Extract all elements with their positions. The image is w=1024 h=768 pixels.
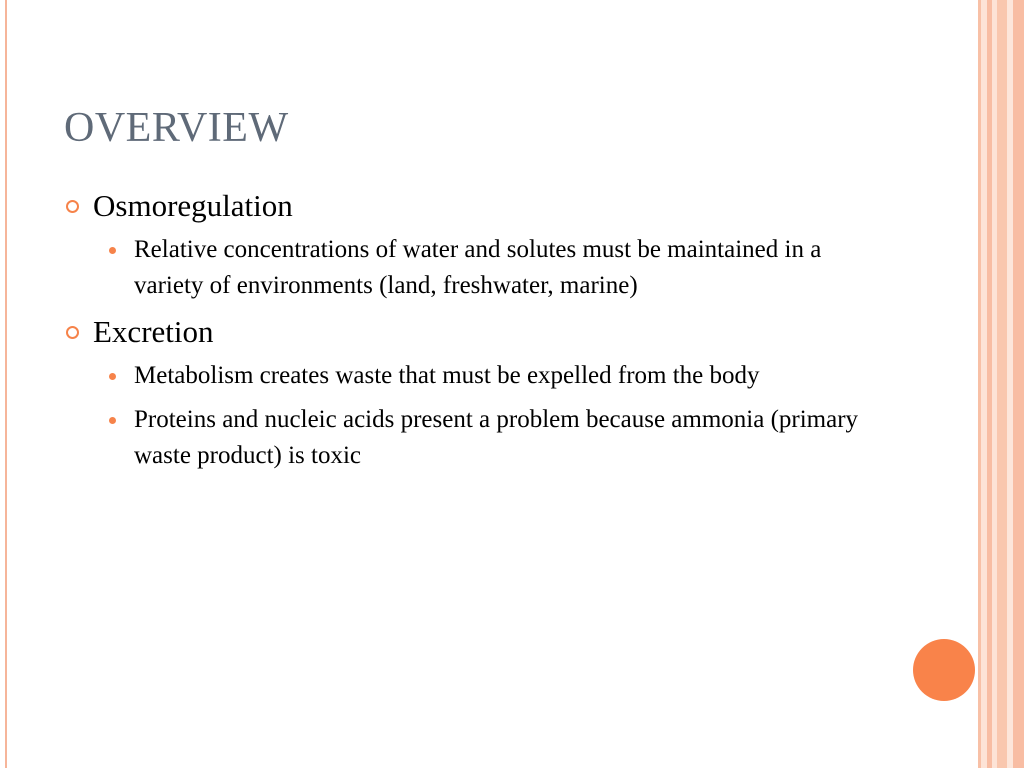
hollow-circle-bullet-icon: [66, 200, 79, 213]
sub-bullet-text: Proteins and nucleic acids present a problem because ammonia (primary waste product) is toxic: [134, 406, 859, 469]
decorative-circle: [913, 639, 975, 701]
dot-bullet-icon: [109, 247, 116, 254]
bullet-heading: Osmoregulation: [93, 188, 293, 223]
sub-bullet: [64, 358, 894, 394]
bullet-excretion: [64, 312, 894, 352]
sub-bullet: [64, 402, 894, 474]
dot-bullet-icon: [109, 373, 116, 380]
sub-bullet-text: Relative concentrations of water and solutes must be maintained in a variety of environments (land, freshwater, marine): [134, 236, 822, 299]
bullet-heading: Excretion: [93, 314, 214, 349]
sub-bullet-list: [64, 358, 894, 474]
slide-content: [64, 186, 894, 482]
right-stripe: [1013, 0, 1024, 768]
right-stripe: [997, 0, 1007, 768]
hollow-circle-bullet-icon: [66, 326, 79, 339]
slide-title: OVERVIEW: [64, 105, 289, 151]
sub-bullet-text: Metabolism creates waste that must be expelled from the body: [134, 362, 760, 389]
sub-bullet: [64, 232, 894, 304]
left-border-line: [5, 0, 7, 768]
bullet-osmoregulation: [64, 186, 894, 226]
sub-bullet-list: [64, 232, 894, 304]
dot-bullet-icon: [109, 417, 116, 424]
